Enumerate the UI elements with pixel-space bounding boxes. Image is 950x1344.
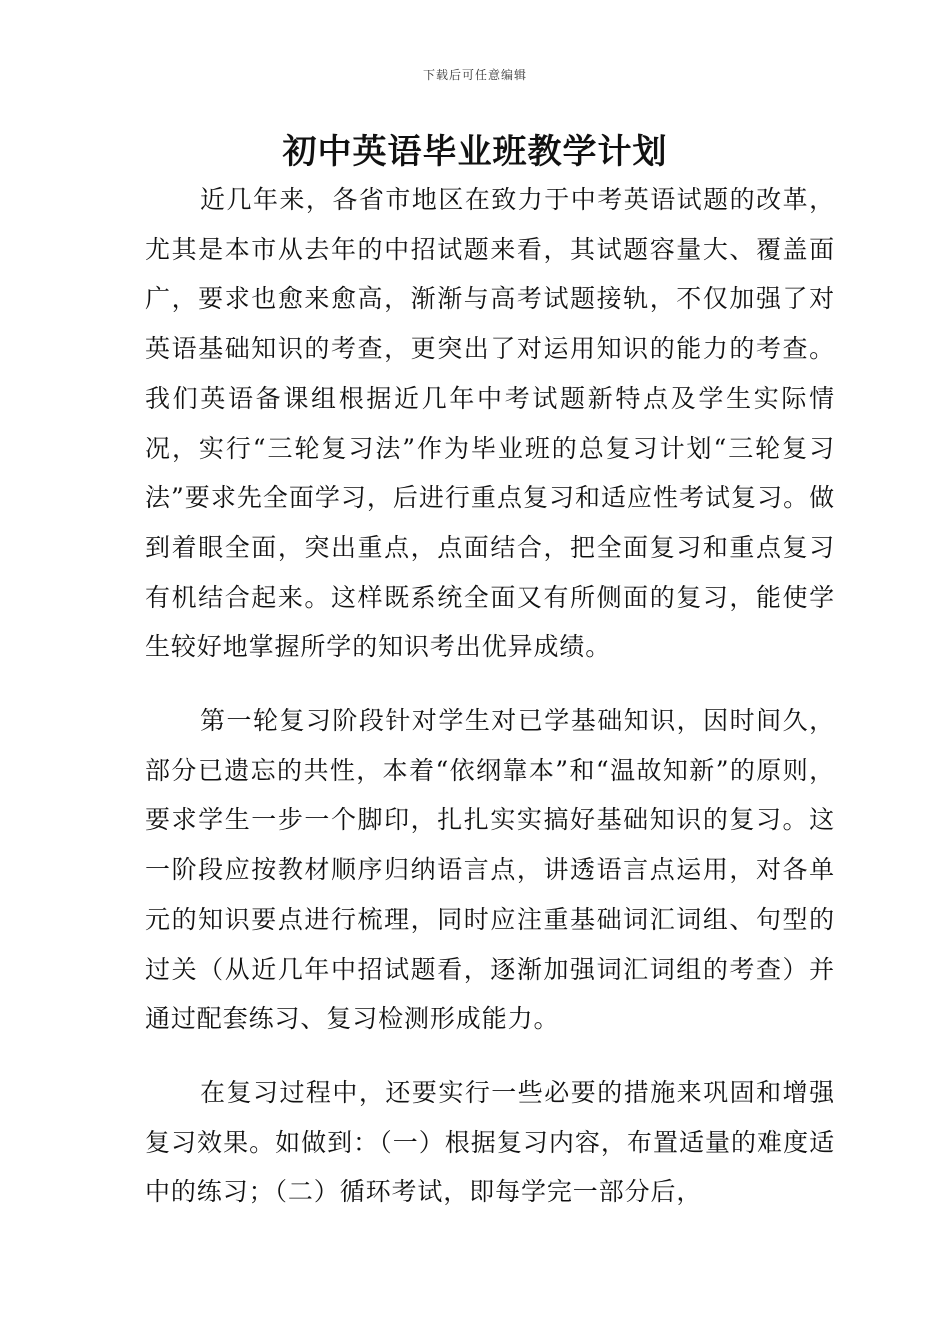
document-title: 初中英语毕业班教学计划 (282, 132, 668, 172)
paragraph-2: 第一轮复习阶段针对学生对已学基础知识，因时间久，部分已遗忘的共性，本着“依纲靠本”和“温故知新”的原则，要求学生一步一个脚印，扎扎实实搞好基础知识的复习。这一阶段应按教材顺序归纳语言点，讲透语言点运用，对各单元的知识要点进行梳理，同时应注重基础词汇词组、句型的过关（从近几年中招试题看，逐渐加强词汇词组的考查）并通过配套练习、复习检测形成能力。 (145, 706, 835, 1034)
document-body (145, 175, 835, 1217)
header-note: 下载后可任意编辑 (422, 68, 527, 82)
paragraph-1: 近几年来，各省市地区在致力于中考英语试题的改革，尤其是本市从去年的中招试题来看，其试题容量大、覆盖面广，要求也愈来愈高，渐渐与高考试题接轨，不仅加强了对英语基础知识的考查，更突出了对运用知识的能力的考查。我们英语备课组根据近几年中考试题新特点及学生实际情况，实行“三轮复习法”作为毕业班的总复习计划“三轮复习法”要求先全面学习，后进行重点复习和适应性考试复习。做到着眼全面，突出重点，点面结合，把全面复习和重点复习有机结合起来。这样既系统全面又有所侧面的复习，能使学生较好地掌握所学的知识考出优异成绩。 (145, 185, 835, 662)
paragraph-3: 在复习过程中，还要实行一些必要的措施来巩固和增强复习效果。如做到：（一）根据复习内容，布置适量的难度适中的练习；（二）循环考试，即每学完一部分后， (145, 1077, 835, 1207)
